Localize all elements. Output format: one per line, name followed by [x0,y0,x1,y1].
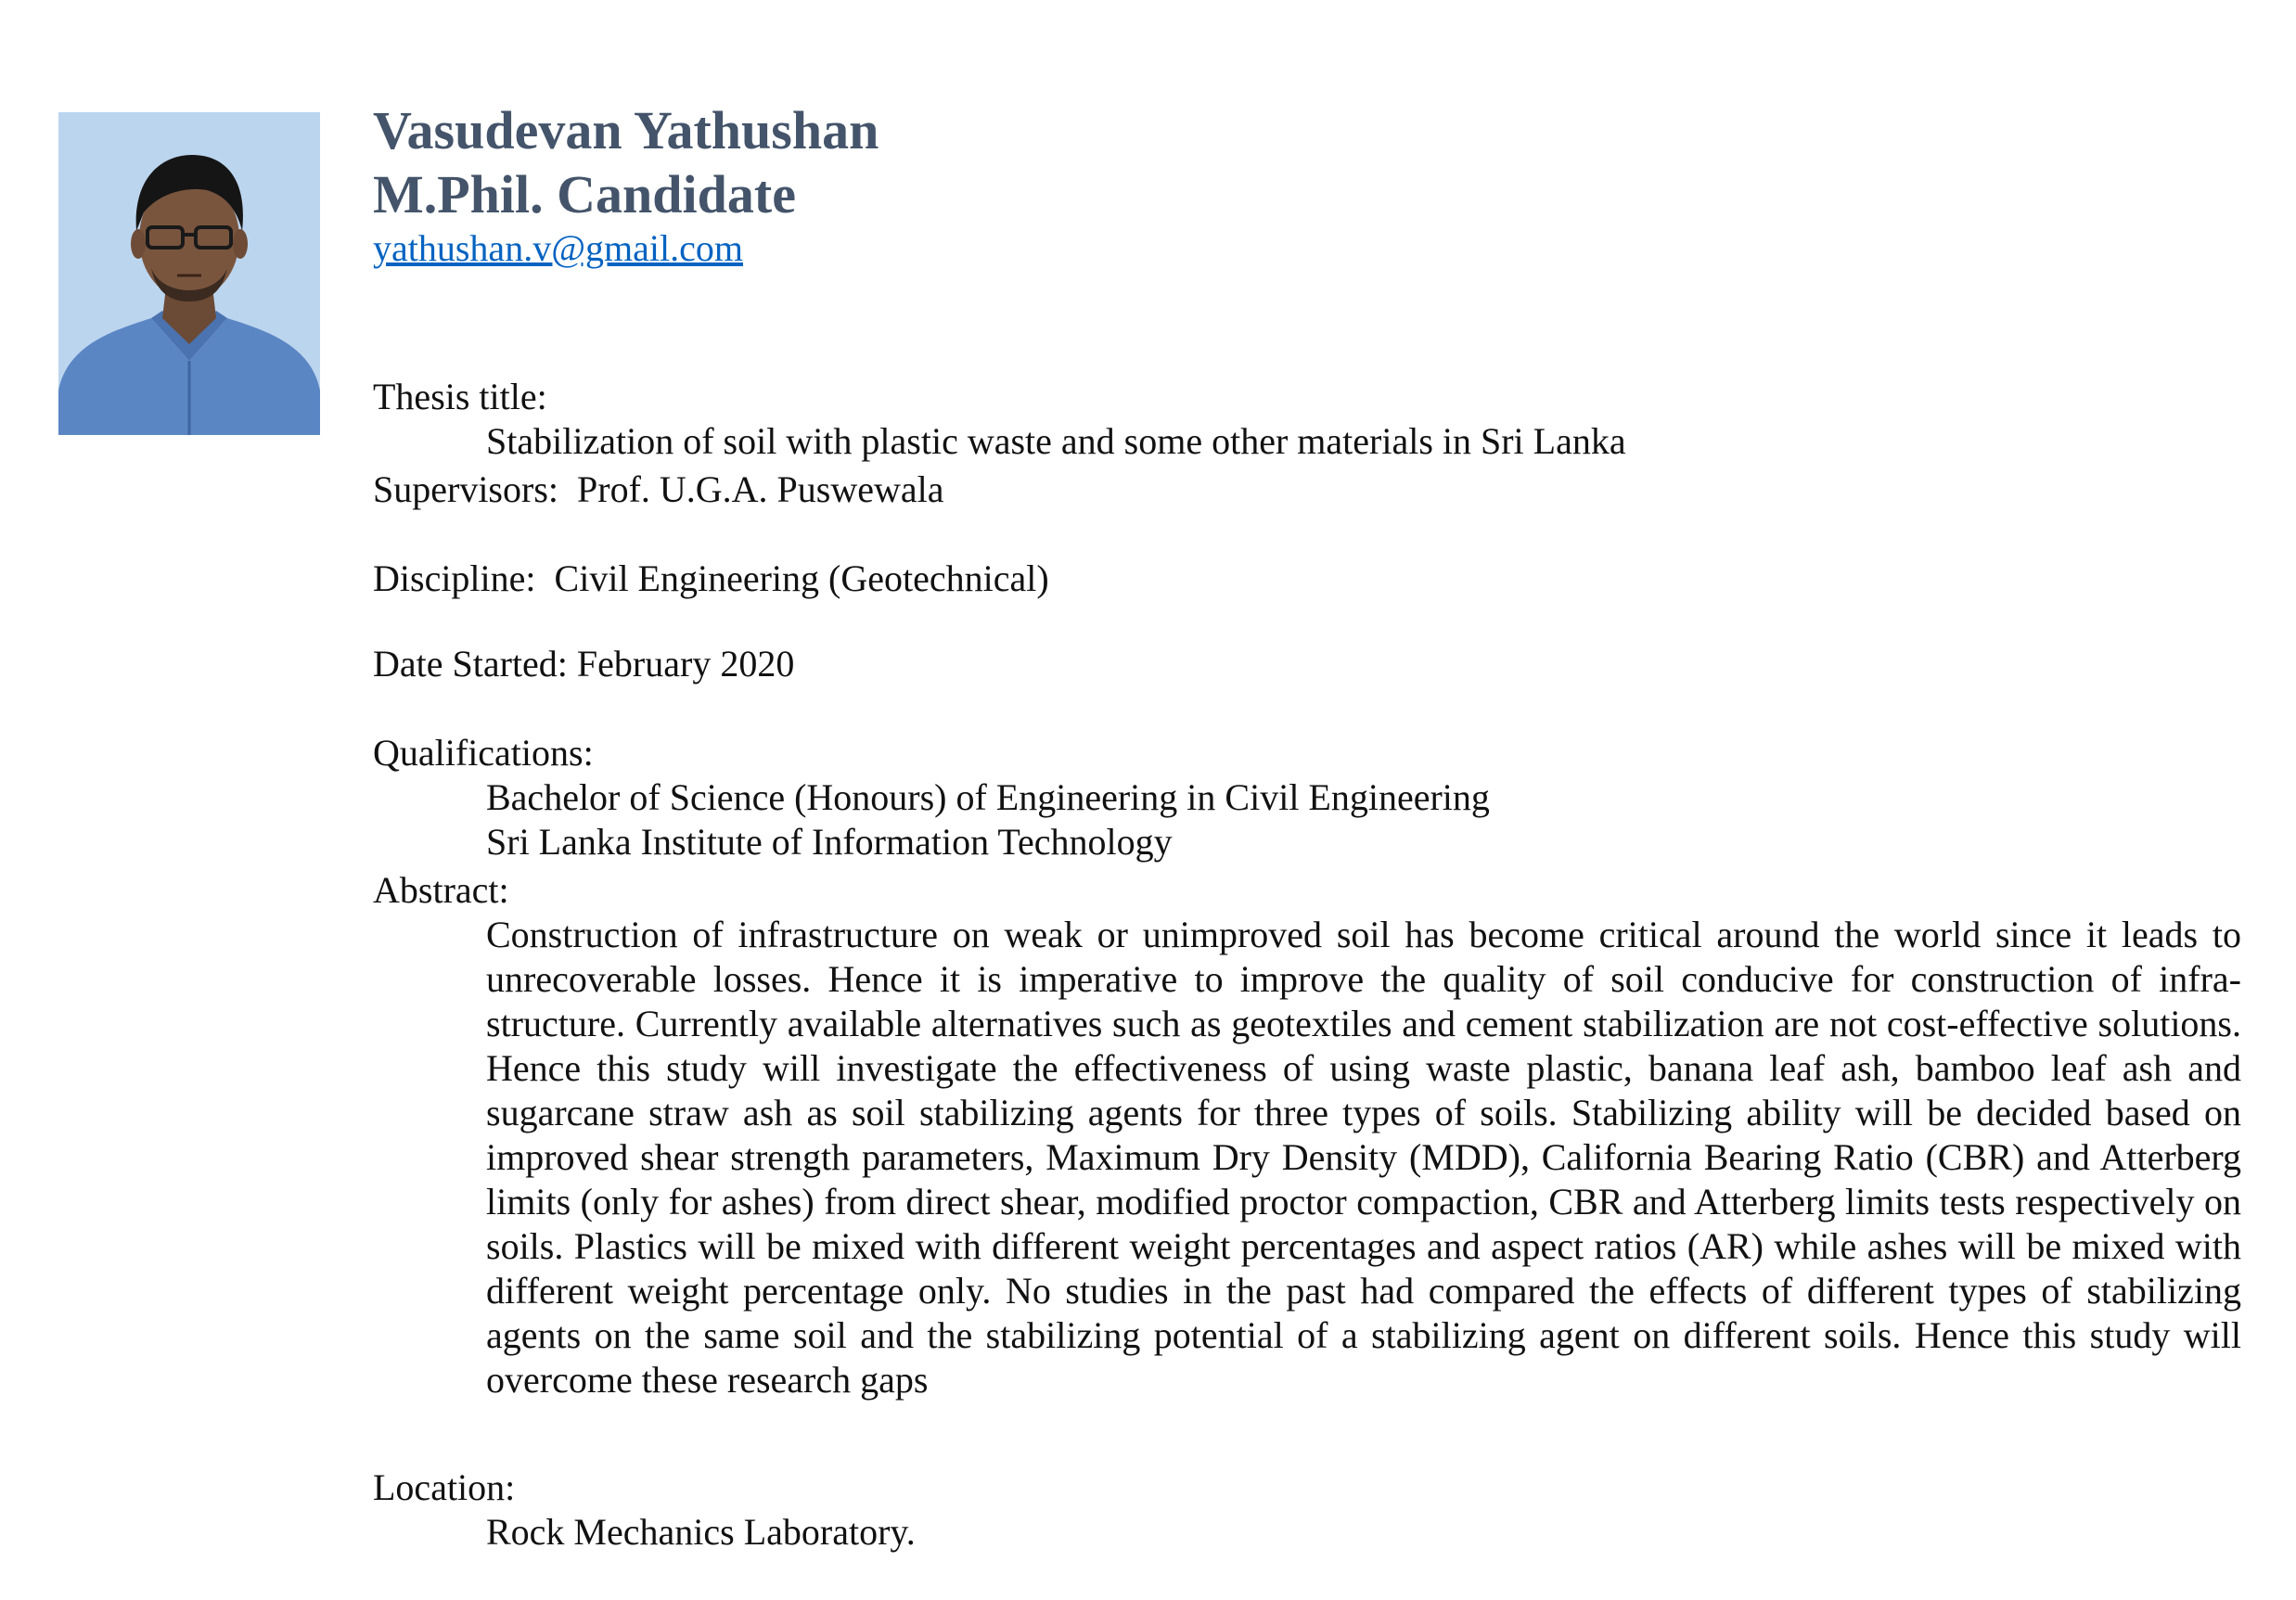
qualification-item: Sri Lanka Institute of Information Technology [486,821,1173,863]
discipline-value: Civil Engineering (Geotechnical) [554,557,1049,599]
location-value: Rock Mechanics Laboratory. [486,1511,916,1553]
abstract-label: Abstract: [373,869,509,911]
date-started-value: February 2020 [576,643,795,685]
supervisors-value: Prof. U.G.A. Puswewala [577,468,944,510]
person-name: Vasudevan Yathushan [373,100,879,160]
discipline-label: Discipline: [373,557,536,599]
date-started-row [373,642,794,686]
discipline-row [373,557,1049,601]
person-portrait-icon [58,112,320,435]
qualification-item: Bachelor of Science (Honours) of Engineering in Civil Engineering [486,776,1490,818]
person-degree: M.Phil. Candidate [373,164,796,224]
supervisors-row [373,467,944,512]
profile-photo [58,112,320,435]
thesis-title: Stabilization of soil with plastic waste and some other materials in Sri Lanka [486,420,1626,462]
abstract-text: Construction of infrastructure on weak or unimproved soil has become critical around the world since it leads to unrecoverable losses. Hence it is imperative to improve the quality of soil conducive for construction of infrastructure. Currently available alternatives such as geotextiles and cement stabilization are not cost-effective solutions. Hence this study will investigate the effectiveness of using waste plastic, banana leaf ash, bamboo leaf ash and sugarcane straw ash as soil stabilizing agents for three types of soils. Stabilizing ability will be decided based on improved shear strength parameters, Maximum Dry Density (MDD), California Bearing Ratio (CBR) and Atterberg limits (only for ashes) from direct shear, modified proctor compaction, CBR and Atterberg limits tests respectively on soils. Plastics will be mixed with different weight percentages and aspect ratios (AR) while ashes will be mixed with different weight percentage only. No studies in the past had compared the effects of different types of stabilizing agents on the same soil and the stabilizing potential of a stabilizing agent on different soils. Hence this study will overcome these research gaps [486,914,2241,1401]
date-started-label: Date Started: [373,643,568,685]
email-link[interactable]: yathushan.v@gmail.com [373,227,743,269]
thesis-label: Thesis title: [373,376,547,417]
supervisors-label: Supervisors: [373,468,558,510]
qualifications-label: Qualifications: [373,732,594,774]
location-label: Location: [373,1466,516,1508]
